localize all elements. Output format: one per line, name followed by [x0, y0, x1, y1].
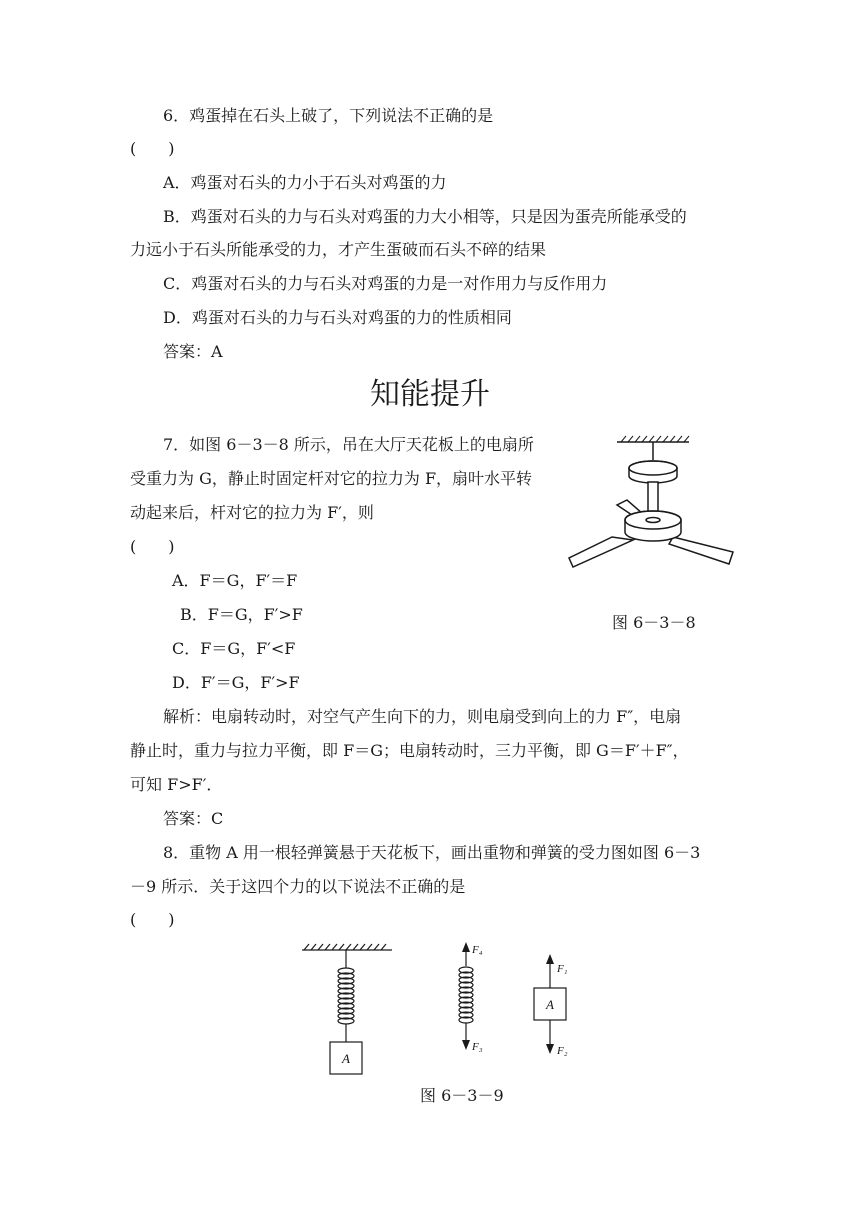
ceiling-fan-figure	[565, 430, 745, 570]
force-f2-label: F₂	[557, 1045, 568, 1057]
q7-stem-line1: 7．如图 6－3－8 所示，吊在大厅天花板上的电扇所	[163, 435, 534, 454]
q7-stem-line2: 受重力为 G，静止时固定杆对它的拉力为 F，扇叶水平转	[130, 469, 533, 488]
q7-stem-line3: 动起来后，杆对它的拉力为 F′，则	[130, 503, 374, 522]
force-f1-label: F₁	[557, 963, 568, 975]
q7-analysis-line2: 静止时，重力与拉力平衡，即 F＝G；电扇转动时，三力平衡，即 G＝F′＋F″，	[130, 741, 689, 760]
q6-option-b-line1: B．鸡蛋对石头的力与石头对鸡蛋的力大小相等，只是因为蛋壳所能承受的	[163, 207, 687, 226]
block-label-1: A	[342, 1051, 350, 1066]
q6-paren: ( )	[130, 139, 175, 158]
q7-option-d: D．F′＝G，F′>F	[172, 673, 300, 692]
fig-6-3-8-caption: 图 6－3－8	[612, 613, 696, 632]
q7-analysis-line1: 解析：电扇转动时，对空气产生向下的力，则电扇受到向上的力 F″，电扇	[163, 707, 682, 726]
q8-stem-line2: －9 所示．关于这四个力的以下说法不正确的是	[130, 877, 466, 896]
force-f4-label: F₄	[472, 944, 483, 956]
q8-stem-line1: 8．重物 A 用一根轻弹簧悬于天花板下，画出重物和弹簧的受力图如图 6－3	[163, 843, 701, 862]
spring-block-figure	[300, 940, 400, 1080]
block-force-figure	[530, 952, 590, 1072]
q7-answer: 答案：C	[163, 809, 224, 828]
q8-paren: ( )	[130, 910, 175, 929]
q6-stem: 6．鸡蛋掉在石头上破了，下列说法不正确的是	[163, 106, 494, 125]
q6-option-a: A．鸡蛋对石头的力小于石头对鸡蛋的力	[163, 173, 447, 192]
fig-6-3-9-caption: 图 6－3－9	[420, 1086, 504, 1105]
q6-option-d: D．鸡蛋对石头的力与石头对鸡蛋的力的性质相同	[163, 308, 512, 327]
force-f3-label: F₃	[472, 1041, 483, 1053]
section-title: 知能提升	[370, 377, 490, 412]
q7-option-b: B．F＝G，F′>F	[180, 605, 303, 624]
q7-option-a: A．F＝G，F′＝F	[172, 571, 298, 590]
q6-option-b-line2: 力远小于石头所能承受的力，才产生蛋破而石头不碎的结果	[130, 240, 547, 259]
q7-option-c: C．F＝G，F′<F	[172, 639, 296, 658]
block-label-2: A	[546, 997, 554, 1012]
spring-force-figure	[450, 940, 510, 1060]
q7-analysis-line3: 可知 F>F′．	[130, 775, 223, 794]
q6-answer: 答案：A	[163, 342, 223, 361]
q7-paren: ( )	[130, 537, 175, 556]
q6-option-c: C．鸡蛋对石头的力与石头对鸡蛋的力是一对作用力与反作用力	[163, 274, 608, 293]
